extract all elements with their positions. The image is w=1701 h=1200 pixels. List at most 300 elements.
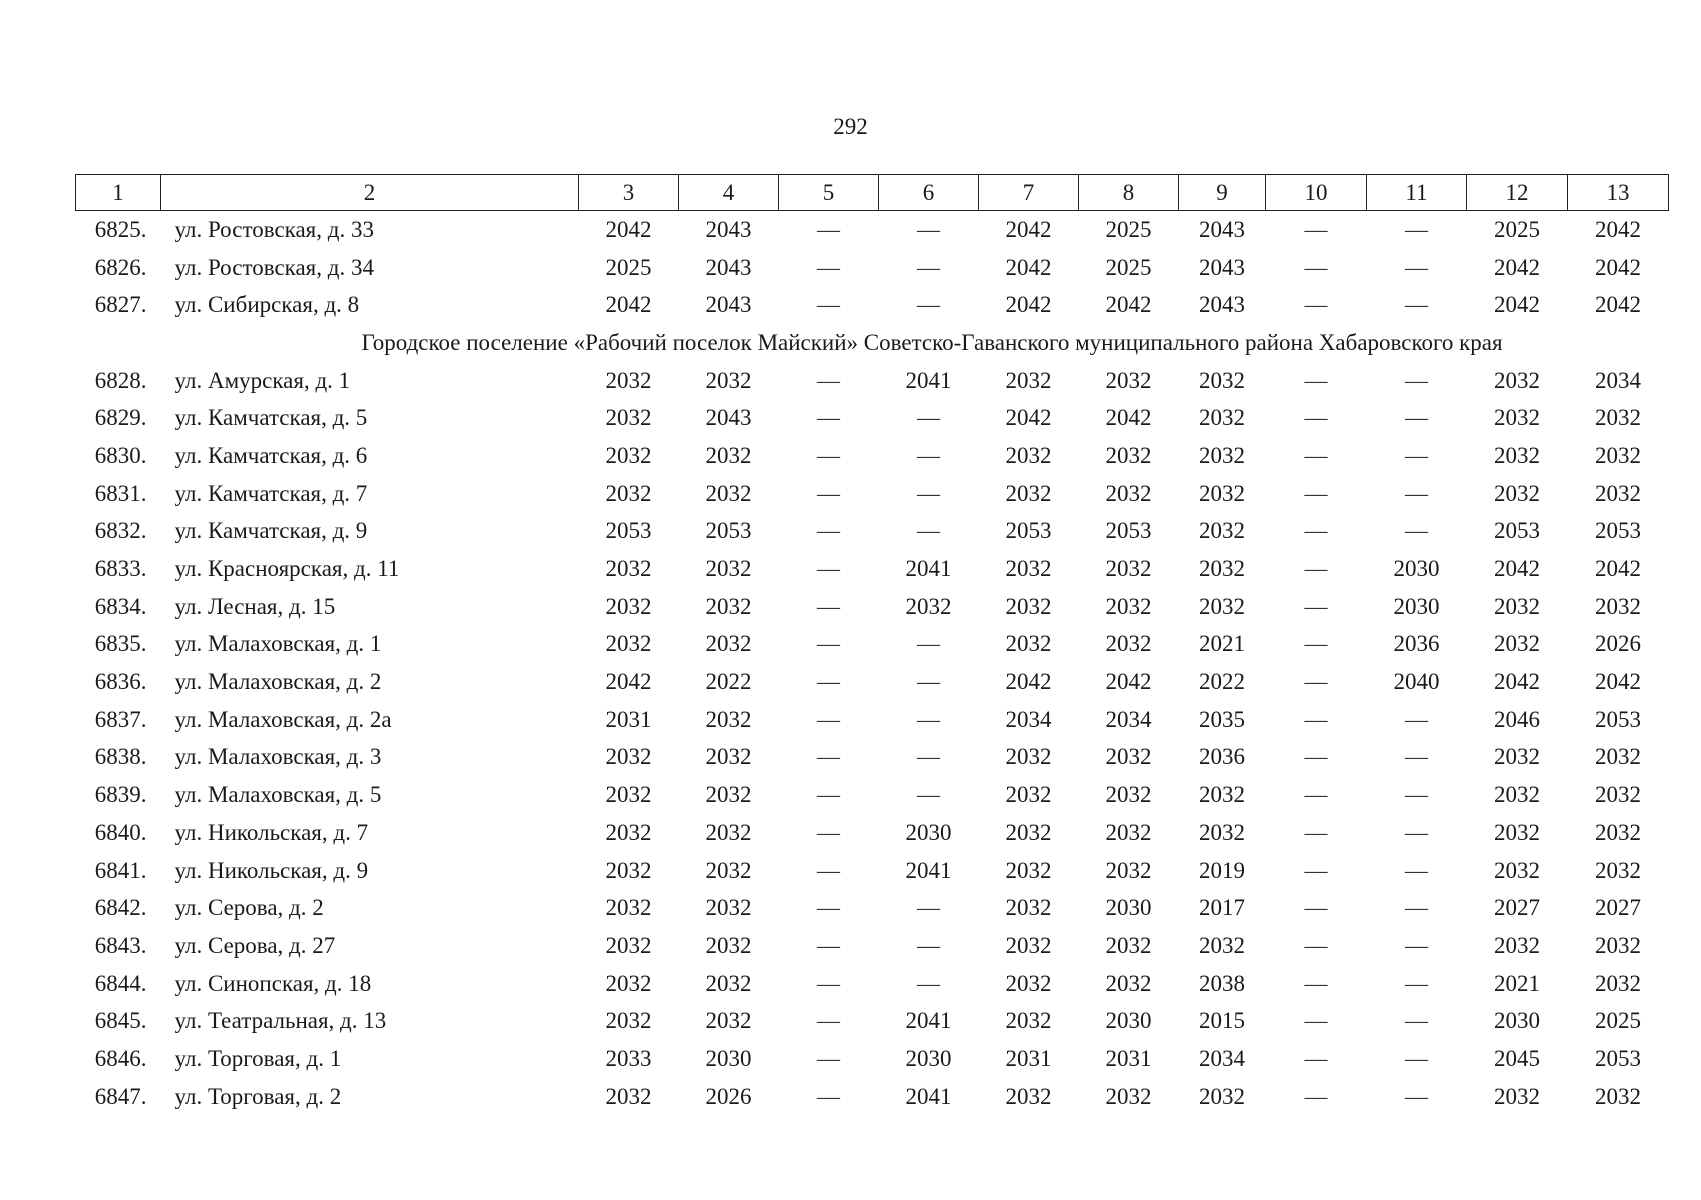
value-cell-col-11: 2030 bbox=[1393, 556, 1440, 582]
address-cell: ул. Никольская, д. 9 bbox=[174, 857, 369, 883]
value-cell-col-3: 2032 bbox=[605, 970, 652, 996]
row-number: 6834. bbox=[94, 593, 147, 619]
value-cell-col-13: 2032 bbox=[1595, 480, 1641, 506]
value-cell-col-10: — bbox=[1304, 895, 1328, 921]
value-cell-col-9: 2032 bbox=[1199, 932, 1245, 958]
value-cell-col-8: 2032 bbox=[1105, 932, 1152, 958]
row-number: 6844. bbox=[94, 970, 147, 996]
table-row bbox=[76, 663, 1669, 701]
value-cell-col-9: 2032 bbox=[1199, 405, 1245, 431]
value-cell-col-3: 2032 bbox=[605, 556, 652, 582]
value-cell-col-8: 2025 bbox=[1105, 254, 1152, 280]
value-cell-col-7: 2031 bbox=[1005, 1045, 1052, 1071]
value-cell-col-6: — bbox=[917, 254, 940, 280]
value-cell-col-5: — bbox=[817, 367, 840, 393]
address-cell: ул. Малаховская, д. 2а bbox=[174, 706, 392, 732]
row-number: 6843. bbox=[94, 932, 147, 958]
row-number: 6836. bbox=[94, 669, 147, 695]
value-cell-col-5: — bbox=[817, 706, 840, 732]
column-header-9: 9 bbox=[1179, 175, 1266, 211]
value-cell-col-10: — bbox=[1304, 405, 1328, 431]
table-row bbox=[76, 852, 1669, 890]
value-cell-col-4: 2032 bbox=[705, 442, 752, 468]
value-cell-col-12: 2032 bbox=[1494, 819, 1540, 845]
value-cell-col-13: 2053 bbox=[1595, 1045, 1641, 1071]
row-number: 6832. bbox=[94, 518, 147, 544]
value-cell-col-8: 2032 bbox=[1105, 819, 1152, 845]
page-number: 292 bbox=[833, 114, 868, 139]
value-cell-col-5: — bbox=[817, 669, 840, 695]
value-cell-col-10: — bbox=[1304, 857, 1328, 883]
value-cell-col-4: 2043 bbox=[705, 254, 752, 280]
value-cell-col-8: 2032 bbox=[1105, 970, 1152, 996]
value-cell-col-7: 2032 bbox=[1005, 556, 1052, 582]
value-cell-col-3: 2032 bbox=[605, 405, 652, 431]
address-cell: ул. Торговая, д. 2 bbox=[174, 1083, 342, 1109]
value-cell-col-9: 2017 bbox=[1199, 895, 1245, 921]
value-cell-col-12: 2045 bbox=[1494, 1045, 1540, 1071]
value-cell-col-11: — bbox=[1405, 819, 1428, 845]
value-cell-col-10: — bbox=[1304, 970, 1328, 996]
value-cell-col-10: — bbox=[1304, 518, 1328, 544]
value-cell-col-6: — bbox=[917, 970, 940, 996]
value-cell-col-9: 2032 bbox=[1199, 480, 1245, 506]
value-cell-col-13: 2042 bbox=[1595, 556, 1641, 582]
value-cell-col-12: 2032 bbox=[1494, 631, 1540, 657]
table-row bbox=[76, 739, 1669, 777]
value-cell-col-6: — bbox=[917, 442, 940, 468]
value-cell-col-3: 2042 bbox=[605, 669, 652, 695]
value-cell-col-13: 2053 bbox=[1595, 518, 1641, 544]
address-cell: ул. Малаховская, д. 2 bbox=[174, 669, 382, 695]
value-cell-col-8: 2053 bbox=[1105, 518, 1152, 544]
column-header-5: 5 bbox=[779, 175, 879, 211]
value-cell-col-3: 2031 bbox=[605, 706, 652, 732]
row-number: 6831. bbox=[94, 480, 147, 506]
value-cell-col-13: 2025 bbox=[1595, 1008, 1641, 1034]
value-cell-col-5: — bbox=[817, 631, 840, 657]
row-number: 6825. bbox=[94, 216, 147, 242]
value-cell-col-5: — bbox=[817, 405, 840, 431]
row-number: 6833. bbox=[94, 556, 147, 582]
value-cell-col-11: 2036 bbox=[1393, 631, 1440, 657]
value-cell-col-8: 2032 bbox=[1105, 857, 1152, 883]
value-cell-col-4: 2032 bbox=[705, 480, 752, 506]
value-cell-col-11: — bbox=[1405, 782, 1428, 808]
value-cell-col-7: 2032 bbox=[1005, 970, 1052, 996]
value-cell-col-10: — bbox=[1304, 1008, 1328, 1034]
value-cell-col-9: 2043 bbox=[1199, 292, 1245, 318]
value-cell-col-3: 2032 bbox=[605, 744, 652, 770]
table-row bbox=[76, 1040, 1669, 1078]
address-cell: ул. Лесная, д. 15 bbox=[174, 593, 336, 619]
value-cell-col-13: 2032 bbox=[1595, 819, 1641, 845]
row-number: 6827. bbox=[94, 292, 147, 318]
value-cell-col-7: 2032 bbox=[1005, 857, 1052, 883]
value-cell-col-9: 2038 bbox=[1199, 970, 1245, 996]
column-header-1: 1 bbox=[76, 175, 161, 211]
value-cell-col-7: 2032 bbox=[1005, 593, 1052, 619]
value-cell-col-10: — bbox=[1304, 744, 1328, 770]
value-cell-col-11: 2030 bbox=[1393, 593, 1440, 619]
value-cell-col-9: 2015 bbox=[1199, 1008, 1245, 1034]
value-cell-col-12: 2032 bbox=[1494, 367, 1540, 393]
value-cell-col-9: 2034 bbox=[1199, 1045, 1245, 1071]
row-number: 6829. bbox=[94, 405, 147, 431]
table-row bbox=[76, 513, 1669, 551]
value-cell-col-5: — bbox=[817, 782, 840, 808]
table-row bbox=[76, 550, 1669, 588]
value-cell-col-5: — bbox=[817, 518, 840, 544]
value-cell-col-13: 2027 bbox=[1595, 895, 1641, 921]
row-number: 6841. bbox=[94, 857, 147, 883]
value-cell-col-11: — bbox=[1405, 1008, 1428, 1034]
value-cell-col-5: — bbox=[817, 216, 840, 242]
value-cell-col-6: — bbox=[917, 631, 940, 657]
column-header-7: 7 bbox=[979, 175, 1079, 211]
value-cell-col-13: 2032 bbox=[1595, 857, 1641, 883]
value-cell-col-4: 2032 bbox=[705, 593, 752, 619]
value-cell-col-3: 2032 bbox=[605, 932, 652, 958]
value-cell-col-9: 2043 bbox=[1199, 216, 1245, 242]
value-cell-col-7: 2042 bbox=[1005, 405, 1052, 431]
value-cell-col-3: 2032 bbox=[605, 442, 652, 468]
value-cell-col-4: 2026 bbox=[705, 1083, 752, 1109]
value-cell-col-6: — bbox=[917, 480, 940, 506]
value-cell-col-10: — bbox=[1304, 292, 1328, 318]
value-cell-col-8: 2042 bbox=[1105, 292, 1152, 318]
address-cell: ул. Камчатская, д. 6 bbox=[174, 442, 368, 468]
table-row bbox=[76, 249, 1669, 287]
value-cell-col-11: — bbox=[1405, 442, 1428, 468]
column-header-11: 11 bbox=[1367, 175, 1467, 211]
value-cell-col-5: — bbox=[817, 254, 840, 280]
value-cell-col-10: — bbox=[1304, 1045, 1328, 1071]
table-row bbox=[76, 626, 1669, 664]
value-cell-col-9: 2032 bbox=[1199, 442, 1245, 468]
address-cell: ул. Красноярская, д. 11 bbox=[174, 556, 400, 582]
value-cell-col-4: 2032 bbox=[705, 367, 752, 393]
value-cell-col-11: — bbox=[1405, 518, 1428, 544]
value-cell-col-9: 2032 bbox=[1199, 782, 1245, 808]
value-cell-col-12: 2042 bbox=[1494, 254, 1540, 280]
value-cell-col-5: — bbox=[817, 1008, 840, 1034]
value-cell-col-4: 2032 bbox=[705, 744, 752, 770]
table-row bbox=[76, 814, 1669, 852]
value-cell-col-7: 2042 bbox=[1005, 292, 1052, 318]
row-number: 6828. bbox=[94, 367, 147, 393]
table-row bbox=[76, 1078, 1669, 1116]
table-row bbox=[76, 889, 1669, 927]
value-cell-col-9: 2021 bbox=[1199, 631, 1245, 657]
value-cell-col-11: — bbox=[1405, 367, 1428, 393]
value-cell-col-11: 2040 bbox=[1393, 669, 1440, 695]
value-cell-col-7: 2032 bbox=[1005, 367, 1052, 393]
column-header-10: 10 bbox=[1266, 175, 1367, 211]
value-cell-col-13: 2053 bbox=[1595, 706, 1641, 732]
row-number: 6837. bbox=[94, 706, 147, 732]
value-cell-col-4: 2053 bbox=[705, 518, 752, 544]
value-cell-col-4: 2043 bbox=[705, 292, 752, 318]
value-cell-col-8: 2031 bbox=[1105, 1045, 1152, 1071]
value-cell-col-7: 2032 bbox=[1005, 782, 1052, 808]
value-cell-col-10: — bbox=[1304, 669, 1328, 695]
table-row bbox=[76, 211, 1669, 249]
value-cell-col-11: — bbox=[1405, 292, 1428, 318]
value-cell-col-12: 2032 bbox=[1494, 932, 1540, 958]
table-row bbox=[76, 965, 1669, 1003]
row-number: 6840. bbox=[94, 819, 147, 845]
address-cell: ул. Малаховская, д. 1 bbox=[174, 631, 382, 657]
row-number: 6826. bbox=[94, 254, 147, 280]
value-cell-col-3: 2033 bbox=[605, 1045, 652, 1071]
value-cell-col-5: — bbox=[817, 480, 840, 506]
value-cell-col-4: 2032 bbox=[705, 1008, 752, 1034]
value-cell-col-7: 2032 bbox=[1005, 1083, 1052, 1109]
value-cell-col-13: 2032 bbox=[1595, 744, 1641, 770]
address-cell: ул. Ростовская, д. 34 bbox=[174, 254, 374, 280]
value-cell-col-12: 2027 bbox=[1494, 895, 1540, 921]
value-cell-col-3: 2032 bbox=[605, 367, 652, 393]
value-cell-col-12: 2032 bbox=[1494, 1083, 1540, 1109]
address-cell: ул. Серова, д. 27 bbox=[174, 932, 336, 958]
value-cell-col-6: — bbox=[917, 932, 940, 958]
value-cell-col-4: 2032 bbox=[705, 556, 752, 582]
row-number: 6835. bbox=[94, 631, 147, 657]
value-cell-col-7: 2042 bbox=[1005, 216, 1052, 242]
value-cell-col-7: 2032 bbox=[1005, 819, 1052, 845]
value-cell-col-4: 2032 bbox=[705, 857, 752, 883]
value-cell-col-10: — bbox=[1304, 480, 1328, 506]
value-cell-col-13: 2026 bbox=[1595, 631, 1641, 657]
value-cell-col-6: — bbox=[917, 744, 940, 770]
value-cell-col-5: — bbox=[817, 556, 840, 582]
value-cell-col-10: — bbox=[1304, 254, 1328, 280]
value-cell-col-6: 2041 bbox=[905, 857, 952, 883]
column-header-4: 4 bbox=[679, 175, 779, 211]
value-cell-col-4: 2022 bbox=[705, 669, 752, 695]
value-cell-col-9: 2035 bbox=[1199, 706, 1245, 732]
value-cell-col-10: — bbox=[1304, 556, 1328, 582]
value-cell-col-8: 2032 bbox=[1105, 1083, 1152, 1109]
value-cell-col-13: 2042 bbox=[1595, 669, 1641, 695]
value-cell-col-8: 2032 bbox=[1105, 631, 1152, 657]
value-cell-col-6: 2041 bbox=[905, 556, 952, 582]
value-cell-col-12: 2032 bbox=[1494, 480, 1540, 506]
value-cell-col-7: 2053 bbox=[1005, 518, 1052, 544]
value-cell-col-8: 2025 bbox=[1105, 216, 1152, 242]
value-cell-col-5: — bbox=[817, 744, 840, 770]
value-cell-col-12: 2042 bbox=[1494, 556, 1540, 582]
value-cell-col-6: 2030 bbox=[905, 819, 952, 845]
table-body bbox=[76, 211, 1669, 1116]
value-cell-col-8: 2032 bbox=[1105, 367, 1152, 393]
column-header-2: 2 bbox=[161, 175, 579, 211]
value-cell-col-5: — bbox=[817, 593, 840, 619]
value-cell-col-7: 2042 bbox=[1005, 669, 1052, 695]
value-cell-col-8: 2032 bbox=[1105, 782, 1152, 808]
value-cell-col-13: 2032 bbox=[1595, 970, 1641, 996]
value-cell-col-10: — bbox=[1304, 367, 1328, 393]
value-cell-col-10: — bbox=[1304, 932, 1328, 958]
value-cell-col-7: 2032 bbox=[1005, 631, 1052, 657]
row-number: 6842. bbox=[94, 895, 147, 921]
value-cell-col-4: 2032 bbox=[705, 932, 752, 958]
value-cell-col-3: 2032 bbox=[605, 1008, 652, 1034]
value-cell-col-9: 2032 bbox=[1199, 367, 1245, 393]
value-cell-col-9: 2019 bbox=[1199, 857, 1245, 883]
value-cell-col-5: — bbox=[817, 1045, 840, 1071]
value-cell-col-6: 2041 bbox=[905, 1008, 952, 1034]
address-cell: ул. Малаховская, д. 5 bbox=[174, 782, 382, 808]
address-cell: ул. Театральная, д. 13 bbox=[174, 1008, 387, 1034]
value-cell-col-8: 2030 bbox=[1105, 1008, 1152, 1034]
value-cell-col-11: — bbox=[1405, 744, 1428, 770]
row-number: 6830. bbox=[94, 442, 147, 468]
value-cell-col-12: 2032 bbox=[1494, 405, 1540, 431]
value-cell-col-8: 2042 bbox=[1105, 669, 1152, 695]
table-row bbox=[76, 776, 1669, 814]
value-cell-col-5: — bbox=[817, 442, 840, 468]
value-cell-col-4: 2032 bbox=[705, 706, 752, 732]
column-header-12: 12 bbox=[1467, 175, 1568, 211]
value-cell-col-4: 2030 bbox=[705, 1045, 752, 1071]
value-cell-col-7: 2042 bbox=[1005, 254, 1052, 280]
value-cell-col-5: — bbox=[817, 1083, 840, 1109]
row-number: 6839. bbox=[94, 782, 147, 808]
value-cell-col-9: 2043 bbox=[1199, 254, 1245, 280]
value-cell-col-12: 2042 bbox=[1494, 292, 1540, 318]
value-cell-col-8: 2032 bbox=[1105, 442, 1152, 468]
value-cell-col-8: 2042 bbox=[1105, 405, 1152, 431]
value-cell-col-9: 2032 bbox=[1199, 593, 1245, 619]
address-cell: ул. Серова, д. 2 bbox=[174, 895, 324, 921]
value-cell-col-12: 2042 bbox=[1494, 669, 1540, 695]
value-cell-col-10: — bbox=[1304, 442, 1328, 468]
column-header-8: 8 bbox=[1079, 175, 1179, 211]
value-cell-col-3: 2032 bbox=[605, 857, 652, 883]
value-cell-col-6: 2041 bbox=[905, 1083, 952, 1109]
section-heading-row bbox=[76, 324, 1669, 362]
row-number: 6846. bbox=[94, 1045, 147, 1071]
value-cell-col-11: — bbox=[1405, 706, 1428, 732]
value-cell-col-12: 2032 bbox=[1494, 593, 1540, 619]
value-cell-col-4: 2032 bbox=[705, 895, 752, 921]
data-table-container bbox=[75, 174, 1668, 1116]
value-cell-col-7: 2032 bbox=[1005, 895, 1052, 921]
row-number: 6838. bbox=[94, 744, 147, 770]
value-cell-col-13: 2042 bbox=[1595, 216, 1641, 242]
value-cell-col-4: 2032 bbox=[705, 631, 752, 657]
value-cell-col-5: — bbox=[817, 970, 840, 996]
value-cell-col-11: — bbox=[1405, 1083, 1428, 1109]
value-cell-col-8: 2030 bbox=[1105, 895, 1152, 921]
value-cell-col-8: 2032 bbox=[1105, 593, 1152, 619]
column-header-6: 6 bbox=[879, 175, 979, 211]
value-cell-col-13: 2032 bbox=[1595, 1083, 1641, 1109]
value-cell-col-5: — bbox=[817, 292, 840, 318]
value-cell-col-8: 2032 bbox=[1105, 480, 1152, 506]
address-cell: ул. Торговая, д. 1 bbox=[174, 1045, 342, 1071]
address-cell: ул. Никольская, д. 7 bbox=[174, 819, 369, 845]
value-cell-col-6: 2041 bbox=[905, 367, 952, 393]
data-table bbox=[75, 174, 1669, 1116]
value-cell-col-6: — bbox=[917, 706, 940, 732]
value-cell-col-9: 2022 bbox=[1199, 669, 1245, 695]
value-cell-col-10: — bbox=[1304, 216, 1328, 242]
value-cell-col-3: 2032 bbox=[605, 1083, 652, 1109]
value-cell-col-9: 2032 bbox=[1199, 556, 1245, 582]
table-row bbox=[76, 588, 1669, 626]
address-cell: ул. Амурская, д. 1 bbox=[174, 367, 351, 393]
value-cell-col-7: 2032 bbox=[1005, 480, 1052, 506]
value-cell-col-6: — bbox=[917, 895, 940, 921]
value-cell-col-4: 2043 bbox=[705, 405, 752, 431]
address-cell: ул. Камчатская, д. 9 bbox=[174, 518, 368, 544]
value-cell-col-13: 2032 bbox=[1595, 405, 1641, 431]
value-cell-col-3: 2032 bbox=[605, 631, 652, 657]
table-row bbox=[76, 286, 1669, 324]
value-cell-col-7: 2032 bbox=[1005, 1008, 1052, 1034]
address-cell: ул. Ростовская, д. 33 bbox=[174, 216, 374, 242]
value-cell-col-3: 2032 bbox=[605, 480, 652, 506]
value-cell-col-4: 2032 bbox=[705, 970, 752, 996]
section-heading: Городское поселение «Рабочий поселок Майский» Советско-Гаванского муниципального района Хабаровского края bbox=[361, 329, 1503, 355]
value-cell-col-13: 2042 bbox=[1595, 292, 1641, 318]
table-row bbox=[76, 362, 1669, 400]
value-cell-col-4: 2043 bbox=[705, 216, 752, 242]
table-row bbox=[76, 475, 1669, 513]
value-cell-col-11: — bbox=[1405, 895, 1428, 921]
value-cell-col-12: 2030 bbox=[1494, 1008, 1540, 1034]
value-cell-col-13: 2032 bbox=[1595, 782, 1641, 808]
value-cell-col-7: 2034 bbox=[1005, 706, 1052, 732]
value-cell-col-10: — bbox=[1304, 782, 1328, 808]
value-cell-col-5: — bbox=[817, 857, 840, 883]
value-cell-col-9: 2032 bbox=[1199, 518, 1245, 544]
value-cell-col-11: — bbox=[1405, 254, 1428, 280]
value-cell-col-12: 2046 bbox=[1494, 706, 1540, 732]
value-cell-col-12: 2021 bbox=[1494, 970, 1540, 996]
value-cell-col-3: 2053 bbox=[605, 518, 652, 544]
value-cell-col-8: 2034 bbox=[1105, 706, 1152, 732]
value-cell-col-3: 2032 bbox=[605, 782, 652, 808]
value-cell-col-6: — bbox=[917, 216, 940, 242]
value-cell-col-3: 2025 bbox=[605, 254, 652, 280]
value-cell-col-8: 2032 bbox=[1105, 744, 1152, 770]
value-cell-col-6: — bbox=[917, 292, 940, 318]
value-cell-col-11: — bbox=[1405, 405, 1428, 431]
value-cell-col-6: — bbox=[917, 518, 940, 544]
value-cell-col-7: 2032 bbox=[1005, 442, 1052, 468]
value-cell-col-10: — bbox=[1304, 593, 1328, 619]
address-cell: ул. Синопская, д. 18 bbox=[174, 970, 372, 996]
value-cell-col-9: 2032 bbox=[1199, 819, 1245, 845]
value-cell-col-6: 2030 bbox=[905, 1045, 952, 1071]
address-cell: ул. Сибирская, д. 8 bbox=[174, 292, 360, 318]
value-cell-col-6: 2032 bbox=[905, 593, 952, 619]
value-cell-col-11: — bbox=[1405, 1045, 1428, 1071]
value-cell-col-12: 2032 bbox=[1494, 782, 1540, 808]
value-cell-col-10: — bbox=[1304, 706, 1328, 732]
value-cell-col-3: 2042 bbox=[605, 292, 652, 318]
value-cell-col-3: 2032 bbox=[605, 895, 652, 921]
value-cell-col-4: 2032 bbox=[705, 782, 752, 808]
value-cell-col-3: 2032 bbox=[605, 593, 652, 619]
row-number: 6845. bbox=[94, 1008, 147, 1034]
value-cell-col-12: 2032 bbox=[1494, 744, 1540, 770]
value-cell-col-11: — bbox=[1405, 932, 1428, 958]
